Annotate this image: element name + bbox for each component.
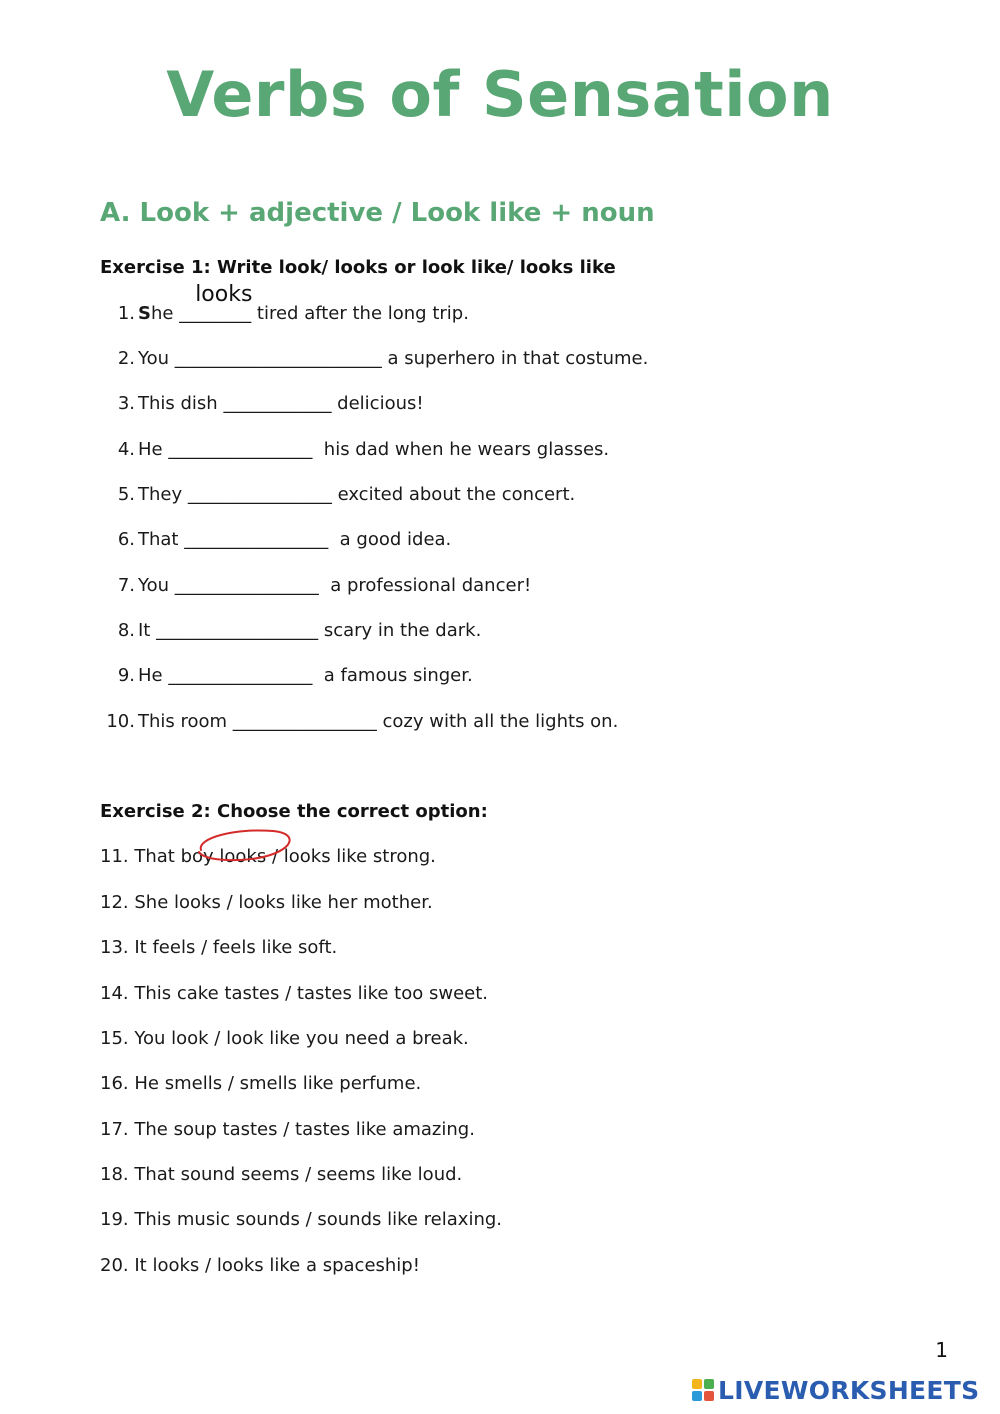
answer-blank[interactable] bbox=[179, 282, 253, 324]
exercise-2-item bbox=[100, 1115, 475, 1145]
item-number: 8. bbox=[117, 620, 135, 641]
option-separator: / bbox=[266, 846, 284, 867]
item-text-after: a professional dancer! bbox=[318, 575, 532, 596]
item-text-after: tired after the long trip. bbox=[251, 303, 469, 324]
option-separator: / bbox=[277, 1119, 296, 1140]
answer-blank[interactable]: __________________ bbox=[156, 620, 319, 641]
option-b[interactable]: look like bbox=[226, 1028, 301, 1049]
exercise-1-heading: Exercise 1: Write look/ looks or look like/ looks like bbox=[100, 257, 616, 278]
option-separator: / bbox=[279, 983, 297, 1004]
item-number: 19. bbox=[100, 1209, 129, 1230]
item-number: 6. bbox=[117, 529, 135, 550]
item-text-before: That sound bbox=[134, 1164, 241, 1185]
exercise-1-item bbox=[100, 525, 451, 555]
item-text-before: She bbox=[134, 892, 175, 913]
option-a[interactable]: tastes bbox=[222, 1119, 278, 1140]
option-a[interactable]: smells bbox=[164, 1073, 223, 1094]
item-number: 13. bbox=[100, 937, 129, 958]
item-text-after: a good idea. bbox=[328, 529, 452, 550]
item-text-after: a superhero in that costume. bbox=[381, 348, 649, 369]
liveworksheets-logo[interactable] bbox=[692, 1374, 979, 1406]
exercise-1-item bbox=[100, 282, 469, 329]
option-b[interactable]: tastes like bbox=[295, 1119, 387, 1140]
item-text-after: you need a break. bbox=[300, 1028, 469, 1049]
item-text-before: This dish bbox=[138, 393, 224, 414]
item-number: 10. bbox=[106, 711, 135, 732]
option-b[interactable]: smells like bbox=[239, 1073, 334, 1094]
option-separator: / bbox=[220, 892, 239, 913]
item-text-before: This room bbox=[138, 711, 233, 732]
item-text-after: relaxing. bbox=[417, 1209, 502, 1230]
item-text-after: her mother. bbox=[321, 892, 433, 913]
item-number: 12. bbox=[100, 892, 129, 913]
exercise-1-item bbox=[100, 661, 473, 691]
item-text-before: It bbox=[134, 1255, 153, 1276]
option-b[interactable]: seems like bbox=[316, 1164, 412, 1185]
item-text-after: strong. bbox=[367, 846, 436, 867]
exercise-1-item bbox=[100, 389, 424, 419]
item-text-after: too sweet. bbox=[388, 983, 489, 1004]
exercise-1-item bbox=[100, 344, 648, 374]
item-text-before: This music bbox=[134, 1209, 236, 1230]
option-separator: / bbox=[299, 1164, 317, 1185]
option-a[interactable]: sounds bbox=[235, 1209, 300, 1230]
item-text-after: amazing. bbox=[386, 1119, 475, 1140]
item-number: 16. bbox=[100, 1073, 129, 1094]
exercise-2-item bbox=[100, 1024, 469, 1054]
option-a[interactable]: looks bbox=[152, 1255, 200, 1276]
exercise-2-item bbox=[100, 979, 488, 1009]
option-a[interactable]: seems bbox=[240, 1164, 300, 1185]
option-separator: / bbox=[195, 937, 213, 958]
exercise-2-item bbox=[100, 1160, 462, 1190]
answer-blank[interactable]: ________________ bbox=[174, 575, 319, 596]
page-title: Verbs of Sensation bbox=[166, 58, 834, 131]
option-b[interactable]: feels like bbox=[212, 937, 293, 958]
item-number: 17. bbox=[100, 1119, 129, 1140]
answer-blank[interactable]: ________________ bbox=[232, 711, 377, 732]
item-number: 11. bbox=[100, 846, 129, 867]
exercise-2-item bbox=[100, 1251, 420, 1281]
option-separator: / bbox=[299, 1209, 318, 1230]
exercise-2-item bbox=[100, 1069, 421, 1099]
option-b[interactable]: looks like bbox=[238, 892, 322, 913]
item-text-before: That bbox=[138, 529, 185, 550]
liveworksheets-icon bbox=[692, 1377, 716, 1403]
exercise-1-item bbox=[100, 435, 609, 465]
exercise-2-heading: Exercise 2: Choose the correct option: bbox=[100, 801, 488, 822]
exercise-2-item bbox=[100, 933, 337, 963]
answer-blank[interactable]: ________________ bbox=[168, 439, 313, 460]
item-text-after: perfume. bbox=[333, 1073, 422, 1094]
item-text-before: It bbox=[134, 937, 153, 958]
item-text-after: soft. bbox=[292, 937, 338, 958]
brand-name: LIVEWORKSHEETS bbox=[718, 1375, 980, 1405]
item-number: 14. bbox=[100, 983, 129, 1004]
item-text-before: You bbox=[138, 348, 175, 369]
item-number: 4. bbox=[117, 439, 135, 460]
item-text-before: He bbox=[138, 439, 169, 460]
answer-blank[interactable]: _______________________ bbox=[174, 348, 382, 369]
exercise-2-item bbox=[100, 888, 433, 918]
item-number: 7. bbox=[117, 575, 135, 596]
answer-text: looks bbox=[195, 282, 253, 307]
item-text-after: his dad when he wears glasses. bbox=[312, 439, 610, 460]
option-separator: / bbox=[199, 1255, 217, 1276]
item-text-before: They bbox=[138, 484, 188, 505]
item-text-after: loud. bbox=[411, 1164, 463, 1185]
option-b[interactable]: looks like bbox=[216, 1255, 301, 1276]
item-text-before: He bbox=[138, 665, 169, 686]
item-number: 20. bbox=[100, 1255, 129, 1276]
option-separator: / bbox=[222, 1073, 240, 1094]
option-a[interactable]: looks bbox=[219, 846, 267, 867]
item-text-after: cozy with all the lights on. bbox=[376, 711, 619, 732]
option-a[interactable]: tastes bbox=[224, 983, 280, 1004]
item-text-before: You bbox=[138, 575, 175, 596]
answer-blank[interactable]: ________________ bbox=[187, 484, 332, 505]
item-first-letter: S bbox=[138, 303, 151, 324]
section-a-title: A. Look + adjective / Look like + noun bbox=[100, 198, 655, 228]
item-number: 9. bbox=[117, 665, 135, 686]
item-text-after: a spaceship! bbox=[300, 1255, 420, 1276]
item-text-before: You bbox=[134, 1028, 172, 1049]
option-a[interactable]: look bbox=[171, 1028, 209, 1049]
exercise-1-item bbox=[100, 571, 531, 601]
item-number: 18. bbox=[100, 1164, 129, 1185]
blank-line: ________ bbox=[179, 303, 252, 324]
item-text-before: The soup bbox=[134, 1119, 223, 1140]
option-a[interactable]: feels bbox=[152, 937, 196, 958]
item-number: 1. bbox=[117, 303, 135, 324]
exercise-1-item bbox=[100, 707, 618, 737]
item-text-before: he bbox=[150, 303, 180, 324]
item-number: 2. bbox=[117, 348, 135, 369]
item-text-after: delicious! bbox=[331, 393, 424, 414]
exercise-1-item bbox=[100, 616, 481, 646]
exercise-2-item bbox=[100, 1205, 502, 1235]
option-b[interactable]: sounds like bbox=[317, 1209, 418, 1230]
item-number: 5. bbox=[117, 484, 135, 505]
exercise-2-item bbox=[100, 842, 436, 872]
item-text-after: a famous singer. bbox=[312, 665, 473, 686]
item-number: 3. bbox=[117, 393, 135, 414]
answer-blank[interactable]: ________________ bbox=[184, 529, 329, 550]
item-text-before: It bbox=[138, 620, 157, 641]
page-number: 1 bbox=[935, 1338, 948, 1362]
item-number: 15. bbox=[100, 1028, 129, 1049]
option-a[interactable]: looks bbox=[174, 892, 221, 913]
item-text-before: That boy bbox=[134, 846, 220, 867]
option-b[interactable]: tastes like bbox=[296, 983, 389, 1004]
option-separator: / bbox=[208, 1028, 227, 1049]
item-text-after: excited about the concert. bbox=[331, 484, 576, 505]
option-b[interactable]: looks like bbox=[283, 846, 368, 867]
item-text-after: scary in the dark. bbox=[318, 620, 482, 641]
answer-blank[interactable]: ____________ bbox=[223, 393, 332, 414]
exercise-1-item bbox=[100, 480, 575, 510]
item-text-before: This cake bbox=[134, 983, 225, 1004]
answer-blank[interactable]: ________________ bbox=[168, 665, 313, 686]
item-text-before: He bbox=[134, 1073, 165, 1094]
